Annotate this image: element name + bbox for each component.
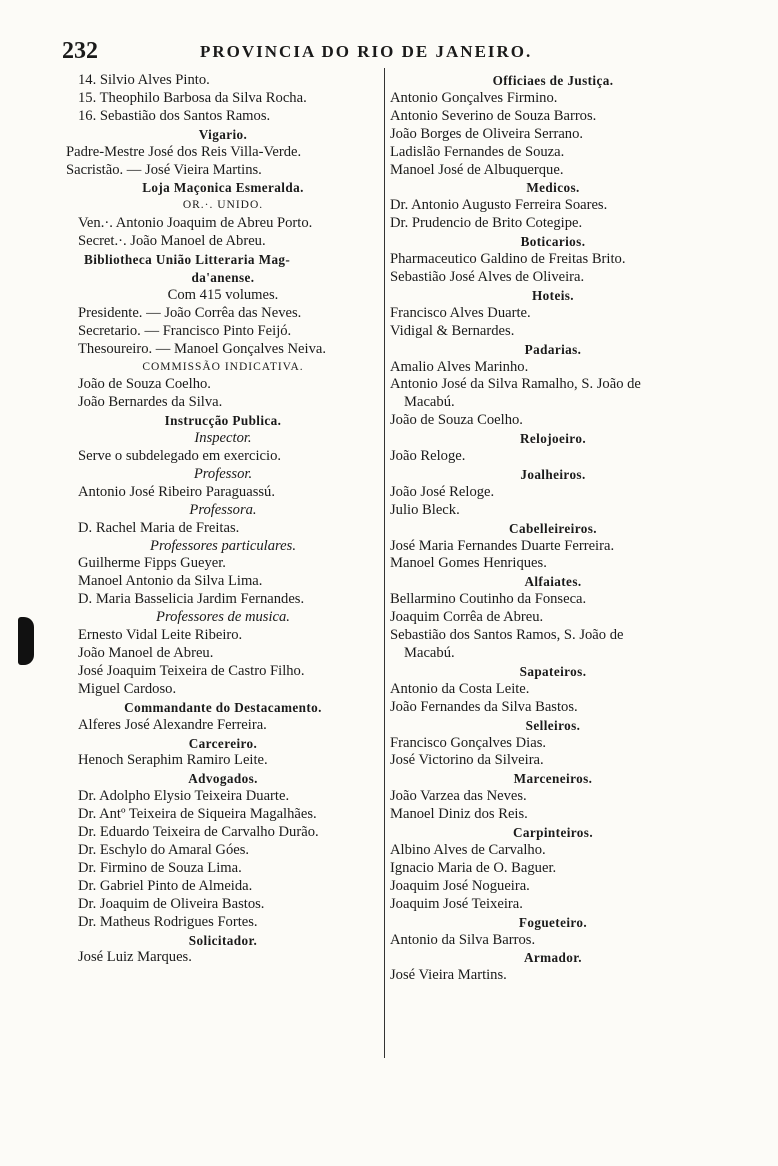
right-column-entry: Dr. Prudencio de Brito Cotegipe. [390,215,583,232]
left-column-entry: Dr. Eduardo Teixeira de Carvalho Durão. [78,824,319,841]
right-column-entry: Antonio da Costa Leite. [390,680,530,697]
left-column-entry: Dr. Eschylo do Amaral Góes. [78,841,250,858]
left-column-entry: Thesoureiro. — Manoel Gonçalves Neiva. [78,340,327,357]
right-column-heading: Officiaes de Justiça. [492,73,614,88]
right-column-heading: Carpinteiros. [512,825,594,841]
left-column-heading: COMMISSÃO INDICATIVA. [142,360,304,373]
right-column-entry: Bellarmino Coutinho da Fonseca. [390,591,587,608]
left-column-entry: Alferes José Alexandre Ferreira. [78,716,267,733]
left-column-entry: Sacristão. — José Vieira Martins. [66,161,262,178]
right-column-heading: Sapateiros. [519,663,587,679]
left-column-entry: Com 415 volumes. [167,286,279,303]
left-column-entry: Manoel Antonio da Silva Lima. [78,573,263,590]
left-column-entry: Dr. Antº Teixeira de Siqueira Magalhães. [78,806,317,823]
right-column-entry: Manoel José de Albuquerque. [390,161,564,178]
left-column-heading: Inspector. [194,430,252,447]
right-column-entry: Antonio Severino de Souza Barros. [390,107,597,124]
left-column-entry: Guilherme Fipps Gueyer. [78,555,226,572]
right-column-entry: João Reloge. [390,448,466,465]
left-column-entry: Dr. Adolpho Elysio Teixeira Duarte. [78,788,290,805]
right-column-entry: João Fernandes da Silva Bastos. [390,698,578,715]
right-column-entry: Manoel Diniz dos Reis. [390,806,528,823]
right-column-entry: José Vieira Martins. [390,967,507,984]
right-column-entry: Manoel Gomes Henriques. [390,555,547,572]
right-column-entry: José Maria Fernandes Duarte Ferreira. [390,537,615,554]
left-column-entry: 15. Theophilo Barbosa da Silva Rocha. [78,89,307,106]
right-column-heading: Marceneiros. [513,771,593,787]
page-number: 232 [62,38,98,64]
left-column-heading: Professores particulares. [150,537,296,554]
right-column-heading: Selleiros. [525,717,581,733]
right-column-entry: João Borges de Oliveira Serrano. [390,125,584,142]
right-column-heading: Cabelleireiros. [509,520,597,536]
left-column-entry: Dr. Matheus Rodrigues Fortes. [78,913,258,930]
right-column-entry: Albino Alves de Carvalho. [390,841,546,858]
left-column-heading: Vigario. [198,126,248,142]
right-column-heading: Alfaiates. [524,574,582,590]
left-column-heading: Solicitador. [188,932,258,948]
right-column-entry: Antonio da Silva Barros. [390,931,536,948]
right-column-entry: Dr. Antonio Augusto Ferreira Soares. [390,197,608,214]
right-column-entry: Sebastião José Alves de Oliveira. [390,268,585,285]
left-column-entry: Antonio José Ribeiro Paraguassú. [78,483,275,500]
running-title: PROVINCIA DO RIO DE JANEIRO. [200,42,533,61]
right-column-entry: Macabú. [404,394,455,411]
left-column-entry: Ven.·. Antonio Joaquim de Abreu Porto. [78,215,313,232]
left-column-heading: Instrucção Publica. [164,413,282,429]
right-column-entry: Antonio Gonçalves Firmino. [390,89,558,106]
left-column-entry: Secretario. — Francisco Pinto Feijó. [78,322,292,339]
right-column-entry: Francisco Alves Duarte. [390,304,531,321]
right-column-entry: Ignacio Maria de O. Baguer. [390,859,557,876]
right-column-entry: José Victorino da Silveira. [390,752,544,769]
left-column-heading: Professor. [193,465,253,482]
right-column-entry: Joaquim José Nogueira. [390,877,530,894]
left-column-entry: Ernesto Vidal Leite Ribeiro. [78,627,243,644]
right-column-heading: Boticarios. [520,234,586,250]
left-column-entry: Dr. Joaquim de Oliveira Bastos. [78,895,265,912]
left-column-entry: 16. Sebastião dos Santos Ramos. [78,107,271,124]
right-column-entry: Sebastião dos Santos Ramos, S. João de [390,627,624,644]
left-column-entry: Presidente. — João Corrêa das Neves. [78,304,302,321]
right-column-entry: Vidigal & Bernardes. [390,322,515,339]
left-column-heading: da'anense. [191,269,255,285]
right-column-entry: Julio Bleck. [390,501,460,518]
left-column-entry: João Manoel de Abreu. [78,645,214,661]
left-column-entry: José Joaquim Teixeira de Castro Filho. [78,662,305,679]
left-column-entry: José Luiz Marques. [78,949,192,966]
right-column [390,72,716,985]
left-column-entry: 14. Silvio Alves Pinto. [78,72,210,88]
left-column-entry: Henoch Seraphim Ramiro Leite. [78,752,268,769]
left-column-entry: Miguel Cardoso. [78,680,177,697]
right-column-heading: Fogueteiro. [518,914,588,930]
right-column-entry: João José Reloge. [390,483,495,500]
left-column-heading: Advogados. [188,771,258,787]
left-column-heading: Professora. [189,501,257,518]
left-column-heading: Commandante do Destacamento. [124,699,322,715]
right-column-heading: Armador. [523,950,583,966]
right-column-heading: Medicos. [526,180,580,196]
right-column-entry: João de Souza Coelho. [390,412,523,429]
left-column-entry: D. Maria Basselicia Jardim Fernandes. [78,591,305,608]
left-column-entry: João de Souza Coelho. [78,376,211,393]
right-column-entry: Pharmaceutico Galdino de Freitas Brito. [390,251,626,268]
right-column-entry: Macabú. [404,645,455,661]
right-column-entry: Joaquim Corrêa de Abreu. [390,609,544,626]
right-column-heading: Padarias. [524,341,582,357]
left-column-entry: D. Rachel Maria de Freitas. [78,519,240,536]
left-column-entry: Padre-Mestre José dos Reis Villa-Verde. [66,143,302,160]
page-header [62,38,582,66]
right-column-heading: Relojoeiro. [519,431,587,447]
ink-blot-mark [18,617,34,665]
right-column-entry: Antonio José da Silva Ramalho, S. João de [390,376,641,393]
left-column-entry: João Bernardes da Silva. [78,394,223,411]
right-column-entry: Joaquim José Teixeira. [390,895,523,912]
left-column-entry: Secret.·. João Manoel de Abreu. [78,233,266,250]
right-column-entry: João Varzea das Neves. [390,788,527,805]
left-column-heading: OR.·. UNIDO. [182,199,264,212]
left-column [66,72,380,967]
left-column-heading: Professores de musica. [156,609,290,626]
right-column-entry: Francisco Gonçalves Dias. [390,734,547,751]
left-column-heading: Bibliotheca União Litteraria Mag- [84,252,291,268]
right-column-heading: Joalheiros. [520,466,586,482]
right-column-heading: Hoteis. [532,287,574,303]
column-divider [384,68,385,1058]
left-column-entry: Serve o subdelegado em exercicio. [78,448,282,465]
left-column-entry: Dr. Firmino de Souza Lima. [78,859,242,876]
right-column-entry: Amalio Alves Marinho. [390,358,529,375]
left-column-heading: Carcereiro. [188,735,258,751]
left-column-entry: Dr. Gabriel Pinto de Almeida. [78,877,253,894]
left-column-heading: Loja Maçonica Esmeralda. [142,180,304,196]
right-column-entry: Ladislão Fernandes de Souza. [390,143,565,160]
